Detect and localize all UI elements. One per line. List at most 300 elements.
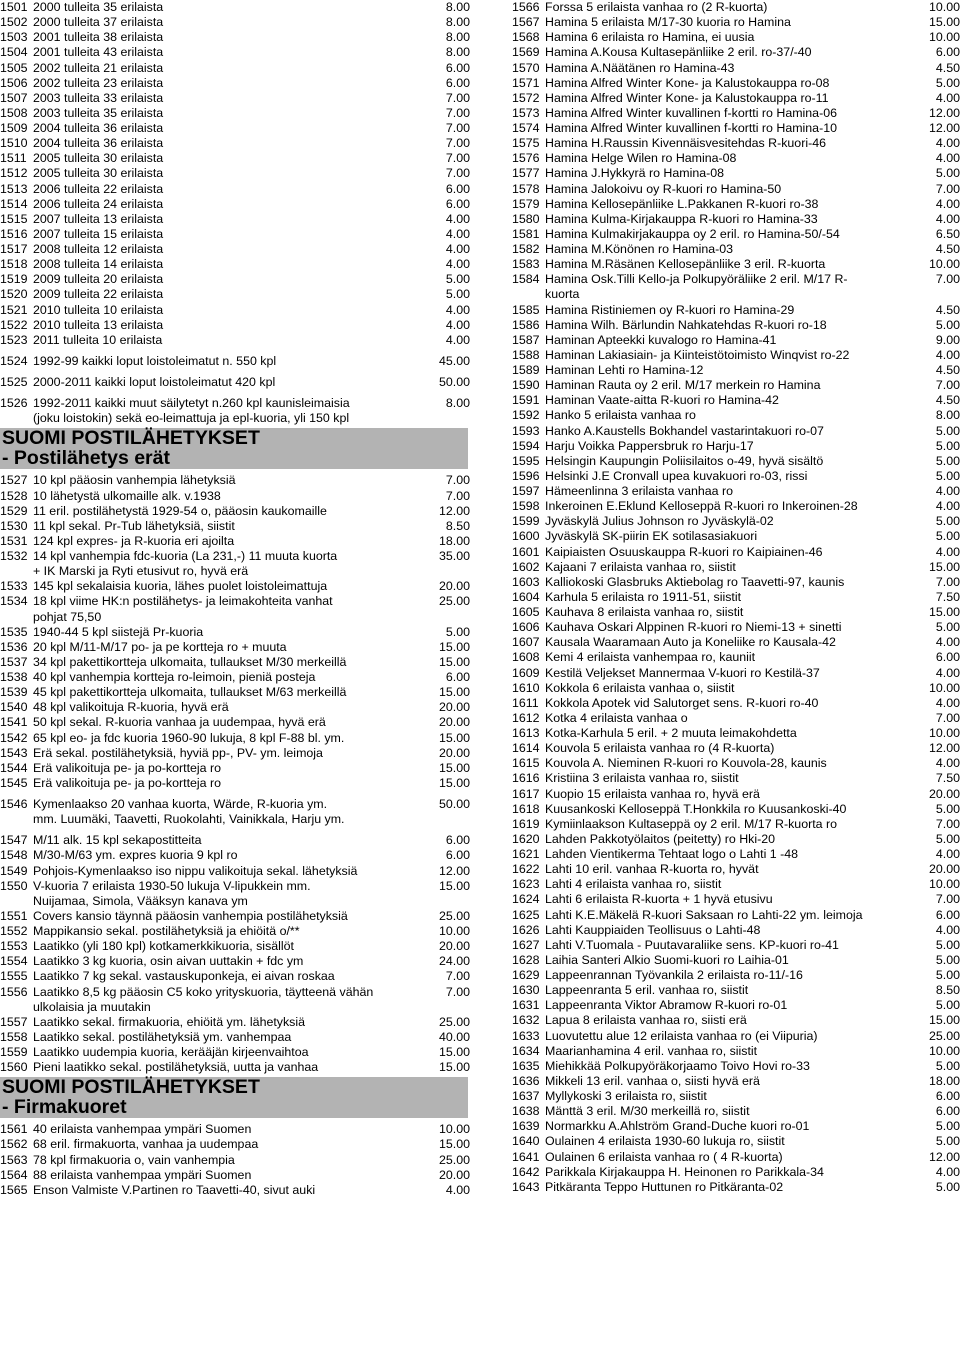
lot-row — [512, 847, 960, 862]
lot-price: 15.00 — [438, 1137, 470, 1152]
lot-continuation — [0, 610, 470, 625]
lot-price: 5.00 — [445, 272, 470, 287]
lot-row — [0, 272, 470, 287]
lot-price: 9.00 — [935, 332, 960, 347]
lot-row — [512, 348, 960, 363]
lot-number: 1569 — [512, 45, 540, 60]
lot-number: 1612 — [512, 710, 540, 725]
lot-row — [0, 700, 470, 715]
lot-description: Kauhava 8 erilaista vanhaa ro, siistit — [545, 605, 744, 619]
lot-description: 124 kpl expres- ja R-kuoria eri ajoilta — [33, 533, 235, 548]
lot-description: 2007 tulleita 15 erilaista — [33, 226, 164, 241]
lot-number: 1624 — [512, 892, 540, 907]
lot-number: 1576 — [512, 151, 540, 166]
lot-row — [512, 76, 960, 91]
lot-price: 5.00 — [935, 1179, 960, 1194]
lot-price: 6.00 — [445, 196, 470, 211]
lot-price: 20.00 — [928, 786, 960, 801]
lot-price: 25.00 — [928, 1028, 960, 1043]
lot-number: 1542 — [0, 730, 28, 745]
lot-row — [512, 1089, 960, 1104]
lot-description: Mänttä 3 eril. M/30 merkeillä ro, siistit — [545, 1104, 750, 1119]
lot-price: 4.00 — [445, 242, 470, 256]
lot-row — [0, 106, 470, 121]
lot-number: 1552 — [0, 924, 28, 938]
lot-description: Kuopio 15 erilaista vanhaa ro, hyvä erä — [545, 786, 760, 801]
lot-number: 1549 — [0, 863, 28, 878]
lot-description: Oulainen 4 erilaista 1930-60 lukuja ro, siistit — [545, 1134, 785, 1149]
lot-number: 1607 — [512, 635, 540, 650]
lot-row — [0, 731, 470, 746]
lot-row — [0, 594, 470, 609]
lot-price: 7.00 — [445, 151, 470, 166]
lot-price: 5.00 — [935, 514, 960, 529]
lot-row — [0, 685, 470, 700]
lot-row — [512, 106, 960, 121]
lot-row — [512, 892, 960, 907]
lot-row — [512, 408, 960, 423]
lot-description: Erä sekal. postilähetyksiä, hyviä pp-, PV- ym. leimoja — [33, 745, 323, 760]
lot-row — [0, 1060, 470, 1075]
lot-number: 1534 — [0, 594, 28, 609]
lot-price: 4.00 — [935, 347, 960, 362]
lot-continuation — [0, 812, 470, 827]
lot-description: Hamina Kulmakirjakauppa oy 2 eril. ro Hamina-50/-54 — [545, 226, 840, 241]
lot-row — [0, 45, 470, 60]
lot-row — [0, 746, 470, 761]
lot-number: 1641 — [512, 1149, 540, 1164]
lot-description: Pohjois-Kymenlaakso iso nippu valikoituja sekal. lähetyksiä — [33, 863, 358, 878]
lot-description: V-kuoria 7 erilaista 1930-50 lukuja V-lipukkein mm. — [33, 878, 311, 893]
lot-description: Oulainen 6 erilaista vanhaa ro ( 4 R-kuorta) — [545, 1149, 783, 1164]
lot-price: 25.00 — [438, 1014, 470, 1029]
lot-price: 4.00 — [445, 257, 470, 272]
lot-row — [0, 242, 470, 257]
lot-row — [0, 761, 470, 776]
lot-description: Maarianhamina 4 eril. vanhaa ro, siistit — [545, 1043, 758, 1058]
lot-number: 1602 — [512, 559, 540, 574]
lot-row — [0, 354, 470, 369]
lot-description: Laatikko 8,5 kg pääosin C5 koko yrityskuoria, täytteenä vähän — [33, 984, 374, 999]
lot-description: Hamina Alfred Winter kuvallinen f-kortti ro Hamina-06 — [545, 105, 837, 120]
lot-row — [0, 640, 470, 655]
lot-row — [512, 242, 960, 257]
lot-description: Hamina H.Raussin Kivennäisvesitehdas R-kuori-46 — [545, 136, 826, 151]
lot-description: Pieni laatikko sekal. postilähetyksiä, uutta ja vanhaa — [33, 1060, 319, 1075]
lot-number: 1509 — [0, 121, 28, 135]
lot-number: 1544 — [0, 760, 28, 775]
lot-row — [0, 15, 470, 30]
lot-price: 6.50 — [935, 226, 960, 241]
lot-row — [512, 212, 960, 227]
lot-price: 6.00 — [445, 848, 470, 863]
lot-price: 5.00 — [935, 423, 960, 438]
lot-row — [0, 76, 470, 91]
lot-row — [0, 61, 470, 76]
lot-description: Hamina Jalokoivu oy R-kuori ro Hamina-50 — [545, 181, 782, 196]
lot-price: 25.00 — [438, 594, 470, 609]
lot-row — [512, 363, 960, 378]
lot-description: Lappeenrannan Työvankila 2 erilaista ro-11/-16 — [545, 968, 803, 982]
lot-number: 1539 — [0, 685, 28, 700]
lot-price: 45.00 — [438, 353, 470, 368]
lot-description: Haminan Lehti ro Hamina-12 — [545, 363, 704, 377]
lot-row — [0, 1030, 470, 1045]
lot-description: Haminan Rauta oy 2 eril. M/17 merkein ro Hamina — [545, 378, 821, 393]
lot-number: 1526 — [0, 396, 28, 411]
lot-price: 4.00 — [935, 90, 960, 105]
lot-price: 5.00 — [445, 287, 470, 302]
lot-price: 20.00 — [438, 939, 470, 954]
lot-number: 1503 — [0, 30, 28, 45]
lot-description: Hamina Helge Wilen ro Hamina-08 — [545, 151, 737, 166]
lot-number: 1585 — [512, 302, 540, 317]
lot-price: 10.00 — [928, 877, 960, 892]
lot-price: 15.00 — [438, 775, 470, 790]
lot-price: 12.00 — [928, 741, 960, 756]
lot-row — [512, 923, 960, 938]
lot-price: 7.50 — [935, 771, 960, 786]
lot-row — [512, 771, 960, 786]
lot-number: 1517 — [0, 242, 28, 256]
lot-description: 50 kpl sekal. R-kuoria vanhaa ja uudempaa, hyvä erä — [33, 715, 326, 730]
lot-description: Lahti 6 erilaista R-kuorta + 1 hyvä etusivu — [545, 892, 773, 907]
lot-description: Haminan Apteekki kuvalogo ro Hamina-41 — [545, 332, 777, 347]
lot-description: 11 eril. postilähetystä 1929-54 o, pääosin kaukomaille — [33, 503, 327, 518]
lot-price: 5.00 — [935, 1058, 960, 1073]
lot-description: Hamina Alfred Winter Kone- ja Kalustokauppa ro-08 — [545, 75, 830, 90]
lot-price: 6.00 — [445, 75, 470, 90]
lot-description: 2001 tulleita 43 erilaista — [33, 45, 164, 60]
lot-description: Laatikko 7 kg sekal. vastauskuponkeja, ei aivan roskaa — [33, 969, 335, 984]
lot-row — [512, 832, 960, 847]
lot-price: 4.00 — [445, 332, 470, 347]
lot-row — [0, 954, 470, 969]
lot-price: 7.00 — [935, 378, 960, 393]
lot-number: 1611 — [512, 695, 539, 710]
lot-description: 2003 tulleita 33 erilaista — [33, 90, 164, 105]
lot-number: 1623 — [512, 877, 540, 892]
lot-number: 1591 — [512, 393, 540, 408]
lot-description: Kajaani 7 erilaista vanhaa ro, siistit — [545, 559, 736, 574]
lot-description: Hamina 5 erilaista M/17-30 kuoria ro Hamina — [545, 15, 791, 30]
lot-row — [512, 605, 960, 620]
lot-number: 1632 — [512, 1013, 540, 1028]
lot-description: Kemi 4 erilaista vanhempaa ro, kauniit — [545, 650, 756, 665]
lot-number: 1593 — [512, 423, 540, 438]
lot-row — [512, 182, 960, 197]
lot-price: 5.00 — [935, 438, 960, 453]
lot-price: 6.00 — [935, 907, 960, 922]
right-column — [512, 0, 960, 1195]
lot-price: 10.00 — [928, 726, 960, 740]
lot-number: 1511 — [0, 151, 27, 166]
lot-price: 6.00 — [445, 670, 470, 684]
lot-price: 7.00 — [935, 892, 960, 907]
lot-row — [512, 61, 960, 76]
lot-description: Hamina Alfred Winter kuvallinen f-kortti ro Hamina-10 — [545, 121, 837, 135]
lot-row — [0, 670, 470, 685]
lot-description: 18 kpl viime HK:n postilähetys- ja leimakohteita vanhat — [33, 594, 333, 609]
lot-row — [512, 378, 960, 393]
lot-description: Kymiinlaakson Kultaseppä oy 2 eril. M/17 R-kuorta ro — [545, 816, 838, 831]
lot-row — [0, 1045, 470, 1060]
lot-number: 1608 — [512, 650, 540, 665]
lot-row — [512, 620, 960, 635]
lot-description: (joku loistokin) sekä eo-leimattuja ja epl-kuoria, yli 150 kpl — [33, 411, 350, 426]
lot-description: Kotka 4 erilaista vanhaa o — [545, 710, 688, 725]
lot-price: 18.00 — [438, 533, 470, 548]
lot-description: Kymenlaakso 20 vanhaa kuorta, Wärde, R-kuoria ym. — [33, 797, 328, 811]
lot-number: 1535 — [0, 624, 28, 639]
lot-price: 6.00 — [935, 1089, 960, 1103]
lot-price: 5.00 — [935, 801, 960, 816]
lot-number: 1501 — [0, 0, 28, 14]
lot-description: ulkolaisia ja muutakin — [33, 999, 151, 1014]
lot-row — [512, 121, 960, 136]
lot-number: 1626 — [512, 922, 540, 937]
lot-price: 6.00 — [445, 60, 470, 75]
lot-number: 1595 — [512, 453, 540, 468]
lot-row — [512, 454, 960, 469]
lot-description: Kokkola Apotek vid Salutorget sens. R-kuori ro-40 — [545, 695, 819, 710]
lot-price: 10.00 — [928, 0, 960, 14]
lot-price: 15.00 — [928, 605, 960, 619]
lot-price: 7.00 — [445, 488, 470, 503]
lot-row — [512, 1165, 960, 1180]
lot-description: Kuusankoski Kelloseppä T.Honkkila ro Kuusankoski-40 — [545, 801, 847, 816]
lot-number: 1550 — [0, 878, 28, 893]
lot-description: Nuijamaa, Simola, Vääksyn kanava ym — [33, 893, 248, 908]
lot-description: 45 kpl pakettikortteja ulkomaita, tullaukset M/63 merkeillä — [33, 685, 347, 700]
lot-price: 5.00 — [935, 620, 960, 635]
lot-description: Lahden Vientikerma Tehtaat logo o Lahti 1 -48 — [545, 847, 799, 861]
lot-price: 8.00 — [445, 30, 470, 45]
lot-price: 5.00 — [445, 624, 470, 639]
lot-number: 1622 — [512, 862, 540, 877]
lot-number: 1557 — [0, 1014, 28, 1029]
lot-row — [512, 1134, 960, 1149]
lot-continuation — [512, 287, 960, 302]
lot-description: Kristiina 3 erilaista vanhaa ro, siistit — [545, 771, 739, 786]
left-column — [0, 0, 470, 1198]
lot-row — [0, 396, 470, 411]
lot-row — [0, 212, 470, 227]
lot-number: 1564 — [0, 1167, 28, 1182]
lot-row — [0, 519, 470, 534]
lot-price: 5.00 — [935, 453, 960, 468]
lot-row — [512, 862, 960, 877]
lot-number: 1555 — [0, 969, 28, 984]
lot-description: Myllykoski 3 erilaista ro, siistit — [545, 1089, 707, 1103]
lot-row — [512, 1119, 960, 1134]
lot-price: 24.00 — [438, 954, 470, 969]
lot-number: 1547 — [0, 833, 28, 848]
lot-description: Forssa 5 erilaista vanhaa ro (2 R-kuorta) — [545, 0, 768, 14]
lot-row — [0, 489, 470, 504]
lot-row — [512, 166, 960, 181]
lot-number: 1528 — [0, 488, 28, 503]
lot-price: 7.50 — [935, 589, 960, 604]
lot-row — [0, 287, 470, 302]
lot-row — [0, 333, 470, 348]
lot-row — [0, 833, 470, 848]
lot-number: 1581 — [512, 226, 540, 241]
lot-number: 1642 — [512, 1164, 540, 1179]
lot-row — [512, 756, 960, 771]
lot-price: 4.00 — [445, 226, 470, 241]
lot-number: 1502 — [0, 15, 28, 30]
lot-row — [0, 121, 470, 136]
lot-number: 1606 — [512, 620, 540, 635]
lot-price: 7.00 — [445, 136, 470, 151]
lot-row — [0, 0, 470, 15]
lot-description: 2000 tulleita 37 erilaista — [33, 15, 164, 30]
lot-row — [0, 473, 470, 488]
lot-number: 1600 — [512, 529, 540, 544]
lot-number: 1520 — [0, 287, 28, 302]
lot-price: 15.00 — [438, 1060, 470, 1075]
lot-price: 4.50 — [935, 393, 960, 408]
lot-description: Hamina Kulma-Kirjakauppa R-kuori ro Hamina-33 — [545, 211, 818, 226]
lot-number: 1560 — [0, 1060, 28, 1075]
lot-price: 12.00 — [928, 1149, 960, 1164]
lot-continuation — [0, 1000, 470, 1015]
lot-row — [512, 91, 960, 106]
lot-price: 5.00 — [935, 968, 960, 982]
lot-price: 10.00 — [438, 924, 470, 938]
lot-description: Laatikko uudempia kuoria, kerääjän kirjeenvaihtoa — [33, 1045, 309, 1059]
lot-row — [0, 969, 470, 984]
lot-price: 5.00 — [935, 998, 960, 1013]
lot-description: Lapua 8 erilaista vanhaa ro, siisti erä — [545, 1013, 747, 1028]
lot-number: 1630 — [512, 983, 540, 998]
lot-price: 15.00 — [438, 760, 470, 775]
lot-number: 1508 — [0, 105, 28, 120]
lot-price: 7.00 — [935, 816, 960, 831]
lot-price: 4.00 — [935, 499, 960, 514]
lot-row — [0, 91, 470, 106]
lot-continuation — [0, 411, 470, 426]
lot-row — [512, 998, 960, 1013]
lot-description: Hamina Osk.Tilli Kello-ja Polkupyöräliike 2 eril. M/17 R- — [545, 272, 848, 287]
lot-number: 1513 — [0, 181, 28, 196]
lot-number: 1587 — [512, 332, 540, 347]
lot-number: 1599 — [512, 514, 540, 529]
lot-row — [512, 257, 960, 272]
lot-description: 40 erilaista vanhempaa ympäri Suomen — [33, 1122, 252, 1137]
lot-price: 4.50 — [935, 363, 960, 377]
lot-row — [512, 1059, 960, 1074]
lot-description: Luovutettu alue 12 erilaista vanhaa ro (ei Viipuria) — [545, 1028, 818, 1043]
lot-price: 5.00 — [935, 529, 960, 544]
lot-row — [512, 560, 960, 575]
lot-row — [512, 30, 960, 45]
lot-number: 1543 — [0, 745, 28, 760]
lot-price: 4.50 — [935, 60, 960, 75]
lot-number: 1561 — [0, 1122, 28, 1137]
lot-row — [0, 924, 470, 939]
lot-number: 1631 — [512, 998, 540, 1013]
lot-price: 5.00 — [935, 1134, 960, 1149]
lot-description: Haminan Lakiasiain- ja Kiinteistötoimisto Winqvist ro-22 — [545, 347, 850, 362]
lot-description: 2011 tulleita 10 erilaista — [33, 332, 163, 347]
lot-number: 1527 — [0, 473, 28, 488]
lot-price: 15.00 — [928, 559, 960, 574]
lot-description: 68 eril. firmakuorta, vanhaa ja uudempaa — [33, 1137, 259, 1152]
lot-row — [512, 272, 960, 287]
lot-description: kuorta — [545, 287, 580, 302]
lot-row — [512, 1150, 960, 1165]
lot-continuation — [0, 564, 470, 579]
lot-price: 7.00 — [935, 710, 960, 725]
lot-price: 4.00 — [935, 665, 960, 680]
lot-price: 10.00 — [928, 257, 960, 272]
lot-description: Miehikkää Polkupyöräkorjaamo Toivo Hovi ro-33 — [545, 1058, 810, 1073]
lot-price: 12.00 — [928, 105, 960, 120]
lot-price: 5.00 — [935, 468, 960, 483]
lot-number: 1510 — [0, 136, 28, 151]
lot-price: 50.00 — [438, 375, 470, 389]
lot-number: 1505 — [0, 60, 28, 75]
lot-row — [0, 257, 470, 272]
lot-number: 1637 — [512, 1089, 540, 1103]
lot-description: 14 kpl vanhempia fdc-kuoria (La 231,-) 11 muuta kuorta — [33, 549, 338, 563]
lot-number: 1579 — [512, 196, 540, 211]
lot-description: Hamina Alfred Winter Kone- ja Kalustokauppa ro-11 — [545, 90, 829, 105]
lot-row — [0, 939, 470, 954]
lot-number: 1558 — [0, 1029, 28, 1044]
lot-description: Hamina A.Näätänen ro Hamina-43 — [545, 60, 735, 75]
lot-description: Lahden Pakkotyölaitos (peitetty) ro Hki-20 — [545, 831, 776, 846]
lot-row — [512, 469, 960, 484]
lot-number: 1541 — [0, 715, 28, 730]
lot-number: 1566 — [512, 0, 540, 14]
lot-description: Pitkäranta Teppo Huttunen ro Pitkäranta-02 — [545, 1179, 784, 1194]
lot-number: 1603 — [512, 574, 540, 589]
lot-row — [0, 579, 470, 594]
lot-price: 7.00 — [935, 574, 960, 589]
lot-description: 2005 tulleita 30 erilaista — [33, 151, 164, 166]
lot-number: 1568 — [512, 30, 540, 45]
lot-price: 5.00 — [935, 1119, 960, 1134]
lot-row — [0, 303, 470, 318]
lot-description: pohjat 75,50 — [33, 609, 102, 624]
lot-description: Kokkola 6 erilaista vanhaa o, siistit — [545, 680, 735, 695]
lot-price: 7.00 — [445, 969, 470, 984]
lot-description: 2000-2011 kaikki loput loistoleimatut 420 kpl — [33, 375, 276, 389]
lot-price: 20.00 — [438, 700, 470, 715]
lot-number: 1551 — [0, 908, 28, 923]
lot-number: 1563 — [0, 1152, 28, 1167]
lot-number: 1640 — [512, 1134, 540, 1149]
lot-row — [512, 545, 960, 560]
lot-price: 4.00 — [935, 211, 960, 226]
lot-description: 1992-2011 kaikki muut säilytetyt n.260 kpl kaunisleimaisia — [33, 396, 350, 411]
lot-price: 20.00 — [438, 745, 470, 760]
lot-price: 8.00 — [445, 15, 470, 30]
lot-price: 4.00 — [935, 1164, 960, 1179]
lot-description: Hamina M.Könönen ro Hamina-03 — [545, 242, 734, 256]
lot-continuation — [0, 894, 470, 909]
lot-description: 1940-44 5 kpl siistejä Pr-kuoria — [33, 624, 204, 639]
lot-row — [512, 424, 960, 439]
lot-description: Kotka-Karhula 5 eril. + 2 muuta leimakohdetta — [545, 726, 797, 740]
lot-number: 1570 — [512, 60, 540, 75]
lot-number: 1532 — [0, 549, 28, 563]
lot-description: Kaipiaisten Osuuskauppa R-kuori ro Kaipiainen-46 — [545, 544, 823, 559]
lot-number: 1519 — [0, 272, 28, 287]
